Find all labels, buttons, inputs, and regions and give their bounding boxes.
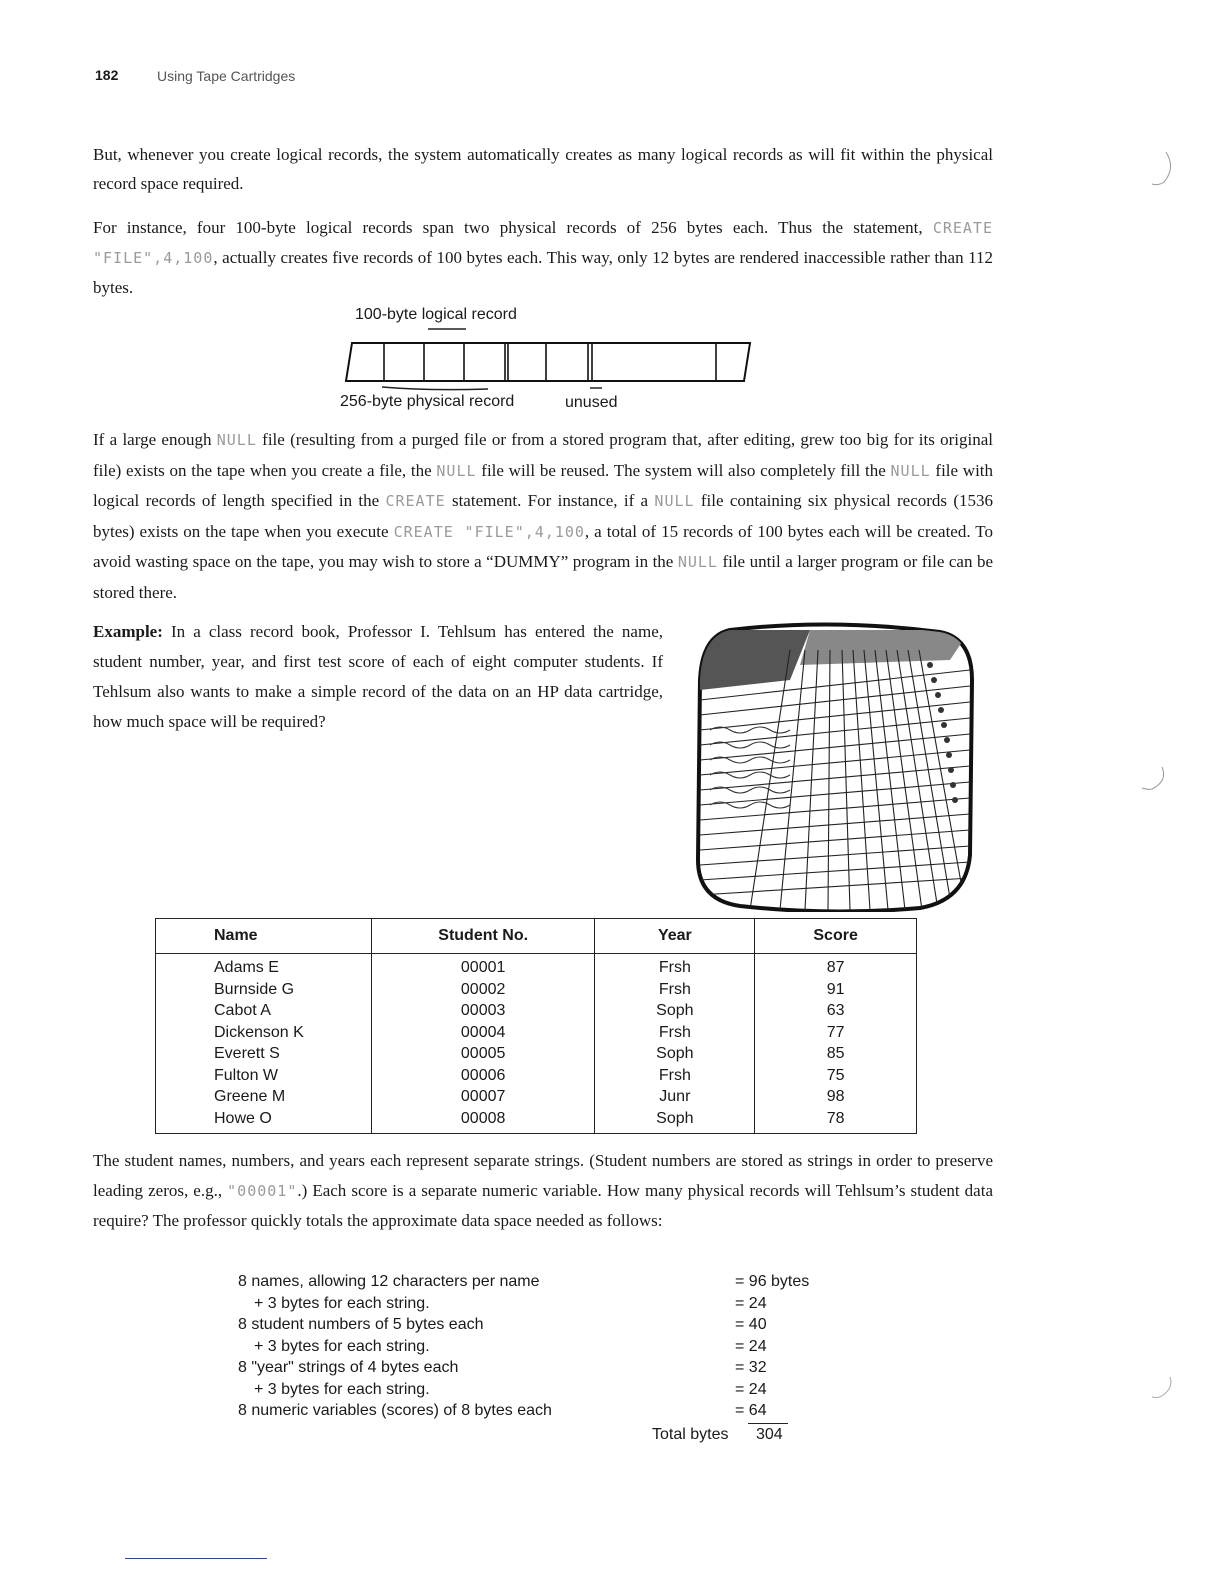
table-header-row — [156, 919, 917, 954]
calc-row-label: 8 numeric variables (scores) of 8 bytes each — [238, 1402, 552, 1419]
table-row — [156, 979, 917, 1001]
calc-row-value: = 24 — [735, 1338, 767, 1355]
code-null-1: NULL — [216, 431, 257, 449]
record-book-illustration — [690, 620, 975, 912]
table-row — [156, 1022, 917, 1044]
cell-score: 63 — [755, 1000, 917, 1022]
paragraph-2 — [93, 213, 993, 302]
total-label: Total bytes — [652, 1426, 729, 1443]
calc-row-label: 8 names, allowing 12 characters per name — [238, 1273, 540, 1290]
physical-record-brace — [382, 387, 488, 390]
cell-name: Cabot A — [156, 1000, 372, 1022]
table-header-year: Year — [595, 919, 755, 954]
cell-name: Dickenson K — [156, 1022, 372, 1044]
p3-part-4: file with logical records of length specified in the — [93, 460, 994, 510]
cell-year: Soph — [595, 1000, 755, 1022]
paragraph-5 — [93, 1146, 993, 1236]
calc-row-label: 8 student numbers of 5 bytes each — [238, 1316, 484, 1333]
calc-row-label: + 3 bytes for each string. — [254, 1381, 430, 1398]
paragraph-3-text — [93, 425, 993, 607]
calc-row-value: = 96 bytes — [735, 1273, 810, 1290]
table-row — [156, 1000, 917, 1022]
cell-name: Fulton W — [156, 1065, 372, 1087]
code-create-statement-2: CREATE "FILE",4,100 — [393, 522, 585, 541]
table-header-name: Name — [156, 919, 372, 954]
calc-row-value: = 24 — [735, 1295, 767, 1312]
table-row — [156, 1043, 917, 1065]
student-table — [155, 918, 917, 1134]
code-null-5: NULL — [677, 553, 718, 571]
code-student-number: "00001" — [227, 1181, 298, 1200]
p3-part-2: file (resulting from a purged file or from a stored program that, after editing, grew too big for its original file) exists on the tape when you create a file, the — [93, 430, 994, 480]
example-label: Example: — [93, 622, 163, 641]
page-number: 182 — [95, 67, 119, 83]
calc-row-label: 8 "year" strings of 4 bytes each — [238, 1359, 459, 1376]
cell-name: Everett S — [156, 1043, 372, 1065]
calc-row-value: = 40 — [735, 1316, 767, 1333]
code-create: CREATE — [385, 492, 446, 510]
code-null-4: NULL — [654, 492, 695, 510]
table-row — [156, 1065, 917, 1087]
total-value: 304 — [756, 1426, 783, 1443]
calc-row-value: = 32 — [735, 1359, 767, 1376]
space-calculation — [238, 1271, 838, 1461]
cell-student-no: 00006 — [371, 1065, 595, 1087]
scan-mark-icon — [1140, 765, 1170, 795]
cell-name: Howe O — [156, 1108, 372, 1134]
paragraph-2-text-b: , actually creates five records of 100 bytes each. This way, only 12 bytes are rendered inaccessible rather than 112 bytes. — [93, 248, 993, 297]
cell-year: Frsh — [595, 954, 755, 979]
cell-name: Adams E — [156, 954, 372, 979]
paragraph-1-text: But, whenever you create logical records, the system automatically creates as many logical records as will fit within the physical record space required. — [93, 145, 993, 193]
calc-row-value: = 24 — [735, 1381, 767, 1398]
cell-year: Soph — [595, 1043, 755, 1065]
diagram-label-physical-record: 256-byte physical record — [340, 393, 515, 410]
table-row — [156, 1086, 917, 1108]
cell-score: 85 — [755, 1043, 917, 1065]
code-create-statement: CREATE "FILE",4,100 — [93, 219, 993, 267]
code-null-2: NULL — [436, 461, 477, 480]
cell-name: Burnside G — [156, 979, 372, 1001]
diagram-label-unused: unused — [565, 394, 618, 411]
example-paragraph — [93, 617, 663, 737]
p3-part-6: file containing six physical records (1536 bytes) exists on the tape when you execute — [93, 491, 994, 541]
table-header-student-no: Student No. — [371, 919, 595, 954]
scan-mark-icon — [1150, 150, 1180, 190]
cell-student-no: 00005 — [371, 1043, 595, 1065]
paragraph-1 — [93, 140, 993, 198]
p5-part-a: The student names, numbers, and years each represent separate strings. (Student numbers are stored as strings in order to preserve leading zeros, e.g., — [93, 1151, 993, 1200]
table-row — [156, 954, 917, 979]
scan-mark-icon — [1150, 1375, 1180, 1405]
cell-year: Frsh — [595, 1022, 755, 1044]
cell-student-no: 00001 — [371, 954, 595, 979]
diagram-label-logical-record: 100-byte logical record — [355, 306, 517, 323]
footnote-rule — [125, 1558, 267, 1559]
table-header-score: Score — [755, 919, 917, 954]
paragraph-2-text-a: For instance, four 100-byte logical records span two physical records of 256 bytes each. Thus the statement, — [93, 218, 923, 237]
p3-part-3: file will be reused. The system will also completely fill the — [481, 460, 886, 480]
paragraph-5-text — [93, 1146, 993, 1236]
cell-student-no: 00008 — [371, 1108, 595, 1134]
table-row — [156, 1108, 917, 1134]
code-null-3: NULL — [890, 461, 931, 480]
cell-year: Junr — [595, 1086, 755, 1108]
physical-records-box — [346, 343, 750, 381]
p3-part-7: , a total of 15 records of 100 bytes each will be created. To avoid wasting space on the tape, you may wish to store a “DUMMY” program in the — [93, 521, 993, 571]
p5-part-b: .) Each score is a separate numeric variable. How many physical records will Tehlsum’s student data require? The professor quickly totals the approximate data space needed as follows: — [93, 1180, 993, 1230]
record-dividers — [384, 343, 716, 381]
calc-row-label: + 3 bytes for each string. — [254, 1338, 430, 1355]
cell-score: 87 — [755, 954, 917, 979]
cell-year: Soph — [595, 1108, 755, 1134]
example-text: In a class record book, Professor I. Tehlsum has entered the name, student number, year, and first test score of each of eight computer students. If Tehlsum also wants to make a simple record of the data on an HP data cartridge, how much space will be required? — [93, 622, 663, 731]
paragraph-2-text — [93, 213, 993, 302]
p3-part-8: file until a larger program or file can be stored there. — [93, 552, 994, 602]
cell-score: 91 — [755, 979, 917, 1001]
cell-score: 75 — [755, 1065, 917, 1087]
calc-row-value: = 64 — [735, 1402, 767, 1419]
calc-row-label: + 3 bytes for each string. — [254, 1295, 430, 1312]
cell-student-no: 00007 — [371, 1086, 595, 1108]
record-diagram — [340, 325, 760, 397]
cell-student-no: 00004 — [371, 1022, 595, 1044]
cell-score: 98 — [755, 1086, 917, 1108]
paragraph-3 — [93, 425, 993, 607]
cell-year: Frsh — [595, 979, 755, 1001]
cell-score: 78 — [755, 1108, 917, 1134]
running-head: Using Tape Cartridges — [157, 68, 296, 84]
cell-score: 77 — [755, 1022, 917, 1044]
cell-name: Greene M — [156, 1086, 372, 1108]
cell-student-no: 00003 — [371, 1000, 595, 1022]
cell-year: Frsh — [595, 1065, 755, 1087]
cell-student-no: 00002 — [371, 979, 595, 1001]
p3-part-5: statement. For instance, if a — [451, 491, 649, 510]
p3-part-1: If a large enough — [93, 430, 212, 449]
